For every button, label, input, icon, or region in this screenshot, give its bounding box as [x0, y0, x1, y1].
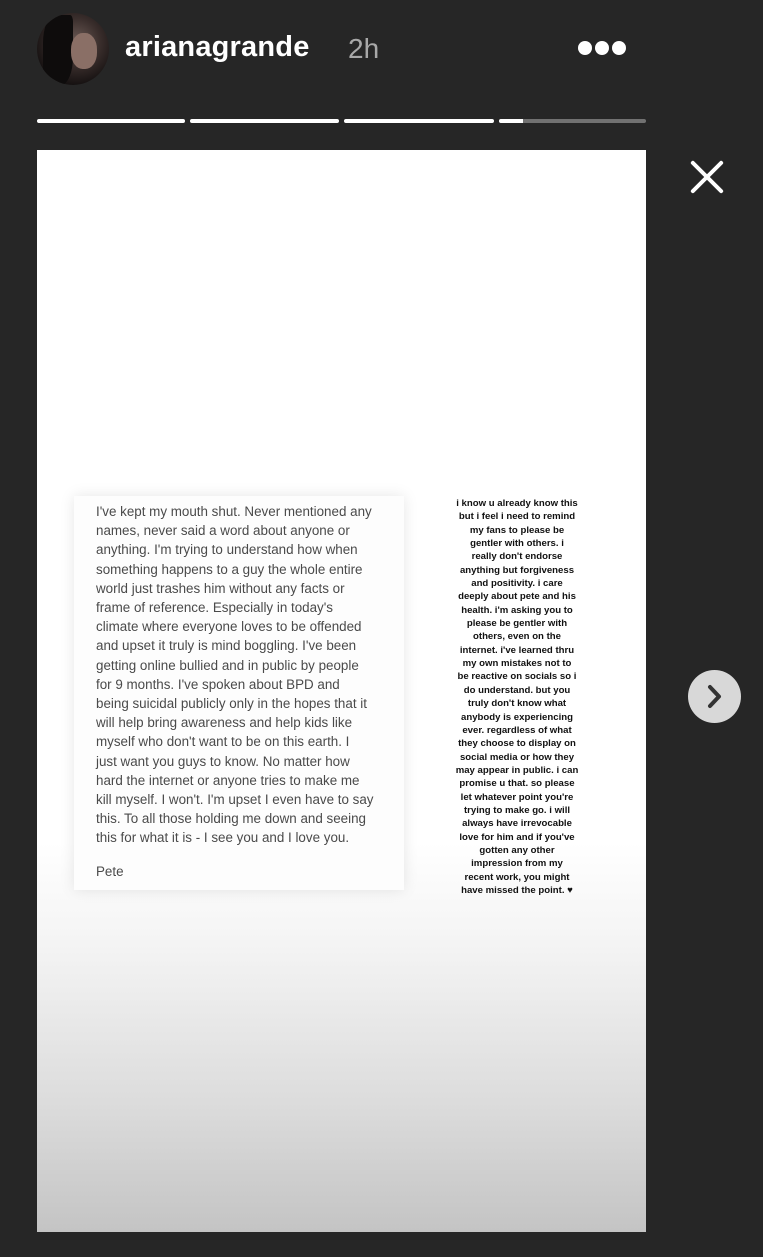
username[interactable]: arianagrande — [125, 31, 310, 63]
user-avatar[interactable] — [37, 13, 109, 85]
progress-fill — [190, 119, 339, 123]
more-dot-icon — [578, 41, 592, 55]
notes-screenshot — [74, 496, 404, 890]
progress-segment — [37, 119, 185, 123]
progress-fill — [37, 119, 185, 123]
story-timestamp: 2h — [348, 33, 380, 64]
progress-fill — [499, 119, 523, 123]
progress-segment — [190, 119, 339, 123]
progress-fill — [344, 119, 494, 123]
progress-segment — [499, 119, 646, 123]
note-body-text: I've kept my mouth shut. Never mentioned any names, never said a word about anyone or anything. I'm trying to understand how when something happens to a guy the whole entire world just trashes him without any facts or frame of reference. Especially in today's climate where everyone loves to be offended and upset it truly is mind boggling. I've been getting online bullied and in public by people for 9 months. I've spoken about BPD and being suicidal publicly only in the hopes that it will help bring awareness and help kids like myself who don't want to be on this earth. I just want you guys to know. No matter how hard the internet or anyone tries to make me kill myself. I won't. I'm upset I even have to say this. To all those holding me down and seeing this for what it is - I see you and I love you. — [96, 504, 374, 846]
more-dot-icon — [612, 41, 626, 55]
next-story-button[interactable] — [688, 670, 741, 723]
story-progress-bar — [37, 119, 646, 123]
close-icon[interactable] — [684, 155, 728, 199]
reply-statement-text: i know u already know this but i feel i need to remind my fans to please be gentler with others. i really don't endorse anything but forgiveness and positivity. i care deeply about pete and his health. i'm asking you to please be gentler with others, even on the internet. i've learned thru my own mistakes not to be reactive on socials so i do understand. but you truly don't know what anybody is experiencing ever. regardless of what they choose to display on social media or how they may appear in public. i can promise u that. so please let whatever point you're trying to make go. i will always have irrevocable love for him and if you've gotten any other impression from my recent work, you might have missed the point. ♥ — [455, 498, 579, 896]
story-media[interactable] — [37, 150, 646, 1232]
note-signature: Pete — [96, 864, 124, 879]
chevron-right-icon — [702, 684, 727, 709]
avatar-face — [71, 33, 97, 69]
more-options-button[interactable] — [574, 34, 630, 62]
avatar-hair — [43, 15, 73, 85]
progress-segment — [344, 119, 494, 123]
more-dot-icon — [595, 41, 609, 55]
